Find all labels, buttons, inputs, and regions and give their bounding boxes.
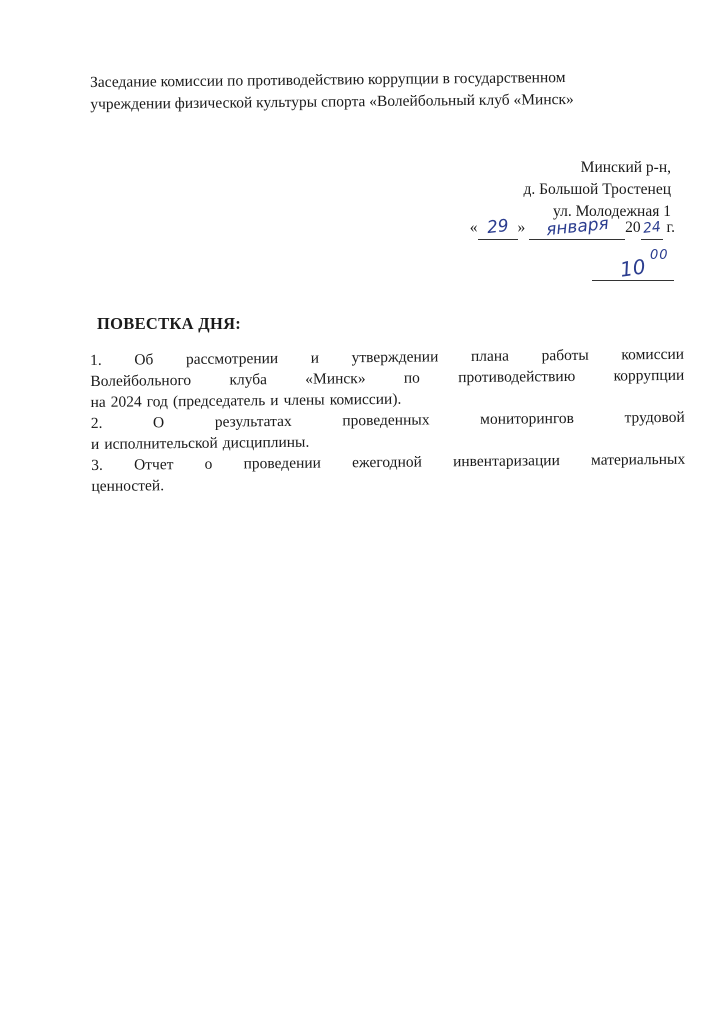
location-line: Минский р-н,	[580, 159, 671, 176]
heading-line: учреждении физической культуры спорта «Волейбольный клуб «Минск»	[90, 90, 574, 113]
agenda-word: 1.	[90, 351, 102, 369]
date-day-handwritten: 29	[485, 215, 510, 239]
agenda-word: и	[310, 349, 320, 367]
agenda-word: (председатель	[172, 392, 266, 411]
agenda-word: исполнительской	[104, 434, 218, 453]
date-year-suffix: г.	[666, 219, 675, 236]
meeting-time	[592, 250, 674, 281]
agenda-word: О	[152, 414, 165, 432]
agenda-word: дисциплины.	[222, 433, 310, 452]
agenda-word: о	[204, 455, 213, 473]
agenda-word: результатах	[214, 412, 292, 431]
agenda-word: Волейбольного	[90, 371, 192, 390]
agenda-word: и	[90, 435, 100, 453]
date-day-field	[478, 216, 518, 240]
location-line: ул. Молодежная 1	[553, 203, 671, 220]
agenda-word: рассмотрении	[185, 350, 279, 368]
meeting-heading	[90, 66, 680, 116]
agenda-word: мониторингов	[480, 409, 575, 428]
agenda-word: 2024	[110, 393, 142, 411]
date-year-field	[641, 217, 663, 240]
agenda-word: плана	[470, 347, 510, 366]
agenda-word: клуба	[229, 371, 268, 389]
agenda-word: трудовой	[624, 408, 685, 427]
date-month-field	[529, 213, 625, 241]
agenda-word: проведенных	[342, 411, 430, 430]
agenda-list	[90, 344, 686, 497]
agenda-word: утверждении	[351, 348, 439, 367]
agenda-word: по	[403, 369, 420, 387]
agenda-word: 3.	[91, 456, 103, 474]
time-hour-handwritten: 10	[618, 254, 647, 282]
agenda-word: Отчет	[133, 456, 174, 474]
agenda-word: коррупции	[613, 366, 685, 385]
agenda-word: ценностей.	[91, 477, 165, 495]
agenda-word: инвентаризации	[452, 452, 560, 471]
agenda-word: 2.	[90, 414, 103, 432]
agenda-word: и	[270, 392, 279, 410]
date-close-quote: »	[517, 219, 526, 236]
agenda-word: комиссии	[621, 345, 685, 364]
location-line: д. Большой Тростенец	[523, 181, 671, 198]
agenda-word: работы	[541, 346, 589, 365]
agenda-word: противодействию	[458, 367, 576, 387]
agenda-word: проведении	[243, 454, 322, 473]
time-minutes-handwritten: 00	[650, 248, 669, 263]
agenda-word: материальных	[590, 450, 686, 469]
agenda-word: члены	[283, 391, 325, 409]
date-open-quote: «	[469, 219, 478, 236]
date-year-prefix: 20	[625, 219, 641, 236]
date-year-handwritten: 24	[641, 219, 662, 237]
meeting-date	[469, 213, 675, 241]
agenda-word: на	[90, 393, 106, 411]
agenda-word: комиссии).	[329, 390, 402, 409]
agenda-word: ежегодной	[352, 453, 422, 472]
agenda-word: год	[146, 393, 168, 411]
agenda-word: «Минск»	[305, 370, 366, 388]
heading-line: Заседание комиссии по противодействию коррупции в государственном	[90, 69, 566, 91]
agenda-title: ПОВЕСТКА ДНЯ:	[97, 314, 242, 333]
date-month-handwritten: января	[544, 213, 610, 241]
agenda-word: Об	[134, 351, 154, 369]
